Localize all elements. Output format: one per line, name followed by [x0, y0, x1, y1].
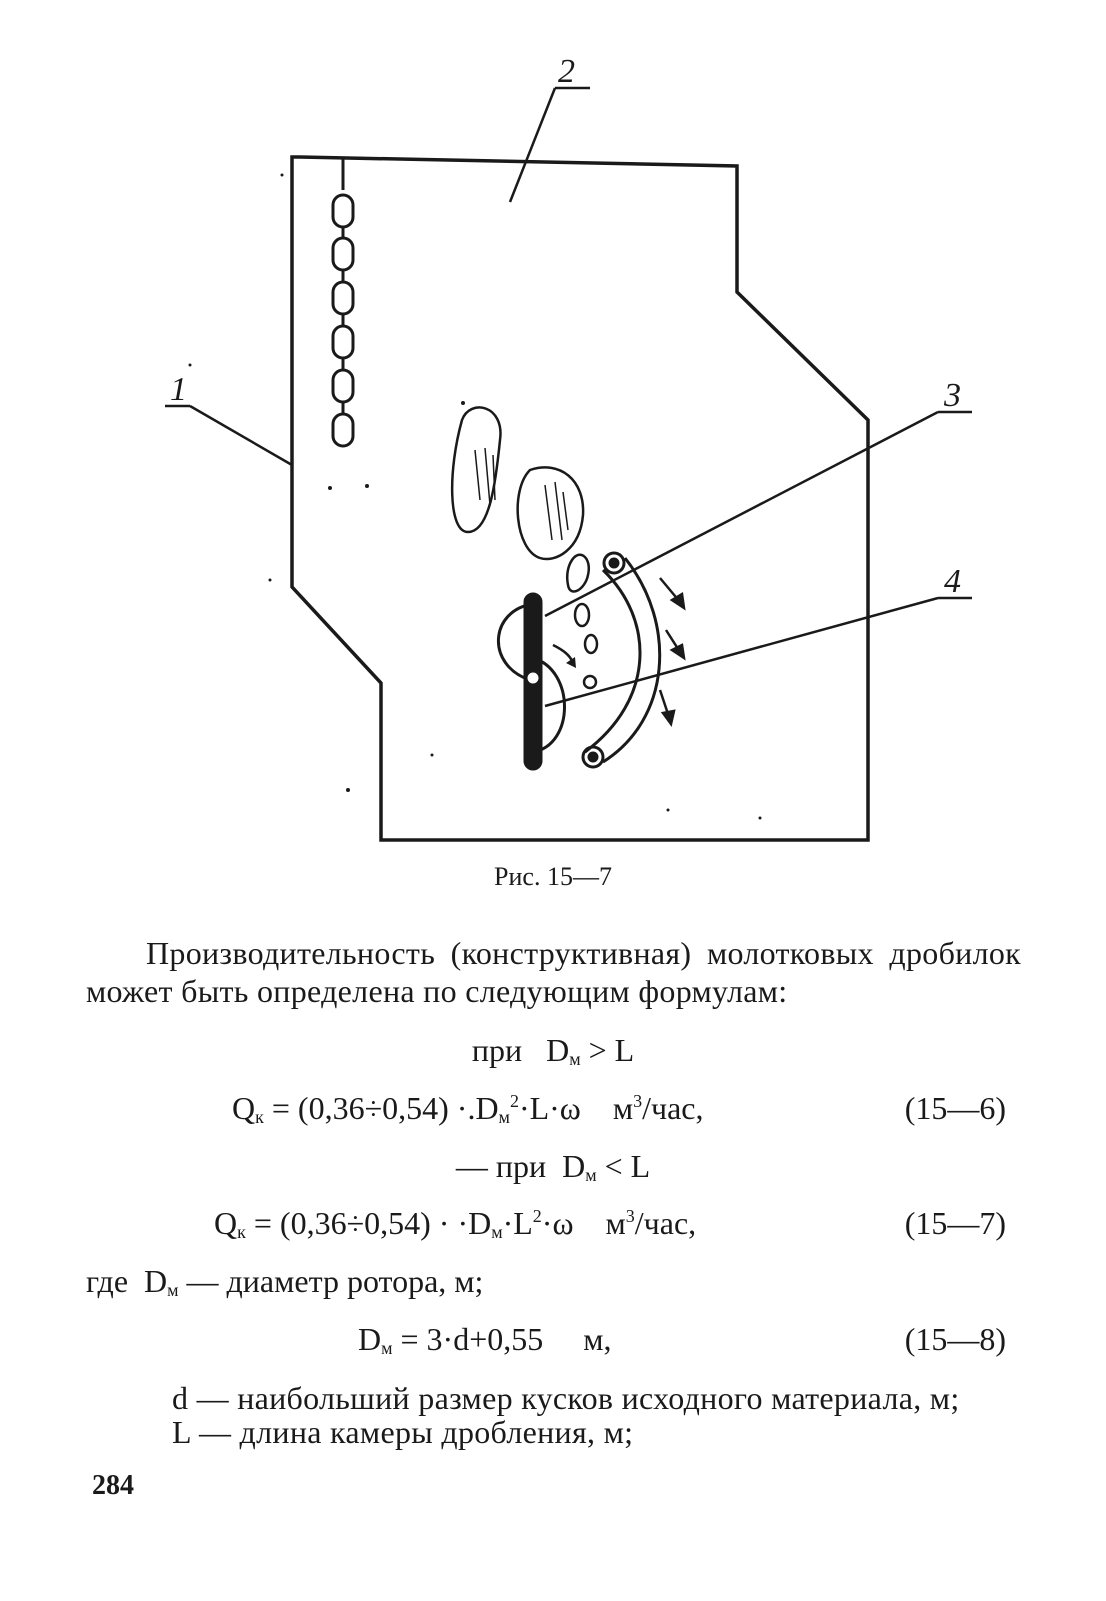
- condition-1: при $D_м > L$: [471, 1032, 635, 1069]
- label-4: 4: [944, 563, 961, 600]
- discharge-arrows: [660, 578, 684, 724]
- formula-15-8: $D_м = 3\cdot d+0,55$ м,: [358, 1321, 612, 1358]
- formula-15-7: $Q_к = (0,36\div 0,54) \cdot \cdot D_м\cdot L^2\cdot\omega$ $м^3$/час,: [214, 1205, 697, 1242]
- formula-number-15-7: (15—7): [904, 1205, 1006, 1241]
- label-1: 1: [170, 371, 187, 408]
- rotor: [498, 594, 576, 769]
- breaker-plate: [583, 553, 660, 767]
- condition-2: — при $D_м < L$: [455, 1148, 651, 1185]
- definition-d: d — наибольший размер кусков исходного материала, м;: [172, 1380, 960, 1416]
- formula-15-6: $Q_к = (0,36\div 0,54) \cdot.D_м^2\cdot L\cdot\omega$ $м^3$/час,: [232, 1090, 704, 1127]
- formula-number-15-8: (15—8): [904, 1321, 1006, 1357]
- formula-number-15-6: (15—6): [904, 1090, 1006, 1126]
- figure-caption: Рис. 15—7: [494, 862, 612, 891]
- crusher-housing: [292, 157, 868, 840]
- scan-specks: [189, 174, 762, 820]
- where-definition: где $D_м$ — диаметр ротора, м;: [86, 1263, 484, 1300]
- page-number: 284: [92, 1470, 134, 1501]
- definition-L: L — длина камеры дробления, м;: [172, 1414, 634, 1450]
- intro-paragraph: Производительность (конструктивная) молотковых дробилок может быть определена по следующим формулам:: [86, 935, 1021, 1009]
- label-2: 2: [558, 53, 575, 90]
- chain-curtain: [333, 157, 353, 446]
- label-3: 3: [944, 377, 961, 414]
- leader-lines: [165, 88, 972, 706]
